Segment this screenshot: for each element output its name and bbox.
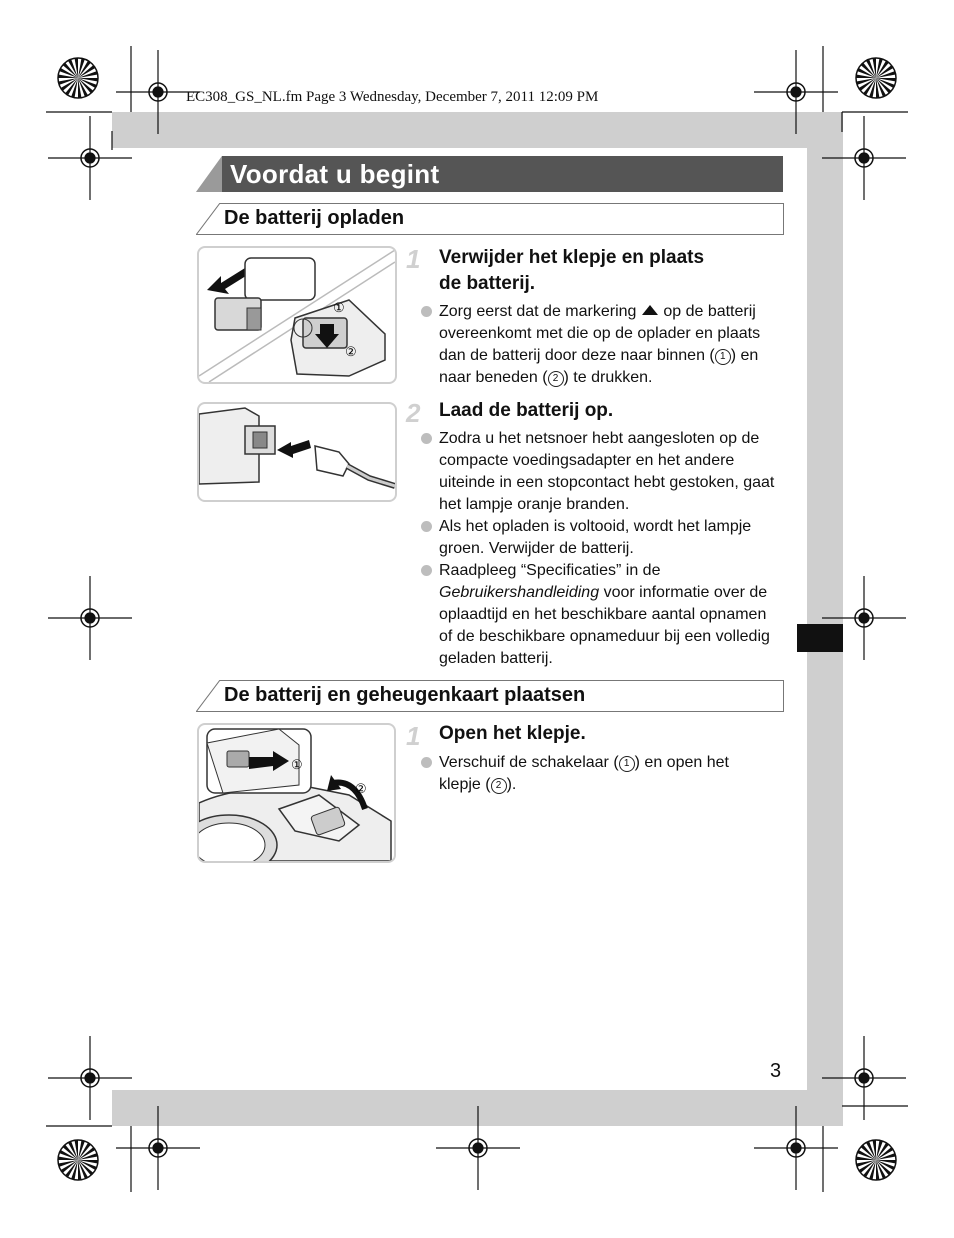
registration-mark-icon: [822, 576, 906, 660]
page-title: Voordat u begint: [230, 159, 440, 189]
list-item: [439, 516, 784, 560]
svg-text:①: ①: [333, 300, 345, 315]
bullet-icon: [421, 565, 432, 576]
bullet-text: ) en open het: [634, 754, 729, 771]
registration-mark-icon: [48, 116, 132, 200]
print-header: EC308_GS_NL.fm Page 3 Wednesday, December 7, 2011 12:09 PM: [186, 89, 599, 105]
registration-mark-icon: [48, 576, 132, 660]
bullet-text: dan de batterij door deze naar binnen (: [439, 347, 715, 364]
registration-mark-icon: [436, 1106, 520, 1190]
section-corner-icon: [196, 203, 220, 235]
step-number: 2: [406, 398, 421, 428]
circled-number: 2: [491, 778, 507, 794]
step-title: [439, 245, 779, 297]
bullet-list: [439, 428, 784, 670]
section-title: De batterij en geheugenkaart plaatsen: [224, 684, 586, 706]
bullet-text: ).: [506, 776, 517, 793]
list-item: [439, 428, 784, 516]
bullet-text: ) en: [730, 347, 759, 364]
bullet-text: Zodra u het netsnoer hebt aangesloten op de compacte voedingsadapter en het andere uiteinde in een stopcontact hebt gestoken, gaat het lampje oranje branden.: [439, 430, 775, 513]
section-corner-icon: [196, 680, 220, 712]
registration-mark-icon: [822, 116, 906, 200]
manual-title: Gebruikershandleiding: [439, 584, 600, 601]
bullet-text: klepje (: [439, 776, 491, 793]
page-title-bar: [196, 156, 783, 192]
title-corner-icon: [196, 156, 222, 192]
list-item: [439, 560, 784, 670]
svg-text:②: ②: [345, 344, 357, 359]
illustration-open-cover: [197, 723, 396, 863]
illustration-battery-insert: [197, 246, 397, 384]
bullet-text: overeenkomt met die op de oplader en plaats: [439, 325, 761, 342]
bullet-text: Als het opladen is voltooid, wordt het lampje groen. Verwijder de batterij.: [439, 518, 752, 557]
section-title: De batterij opladen: [224, 207, 405, 229]
bullet-icon: [421, 306, 432, 317]
step-title-line: de batterij.: [439, 273, 536, 294]
step-title-line: Verwijder het klepje en plaats: [439, 247, 705, 268]
page-number: 3: [770, 1060, 782, 1082]
step-number: 1: [406, 721, 421, 751]
step-title: Laad de batterij op.: [439, 400, 614, 421]
bullet-text: op de batterij: [663, 303, 756, 320]
bullet-text: Zorg eerst dat de markering: [439, 303, 637, 320]
registration-mark-icon: [48, 1036, 132, 1120]
step-title: Open het klepje.: [439, 723, 586, 744]
illustration-charger-cable: [197, 402, 397, 502]
bullet-list: [439, 752, 784, 796]
section-header-battery-card: [196, 680, 784, 712]
svg-text:①: ①: [291, 757, 303, 772]
bullet-text: Raadpleeg “Specificaties” in de: [439, 562, 661, 579]
circled-number: 1: [715, 349, 731, 365]
step-number: 1: [406, 244, 421, 274]
registration-mark-icon: [754, 50, 838, 134]
section-header-charging: [196, 203, 784, 235]
list-item: [439, 301, 784, 389]
bullet-list: [439, 301, 784, 389]
bullet-icon: [421, 433, 432, 444]
bullet-text: Verschuif de schakelaar (: [439, 754, 619, 771]
registration-mark-icon: [822, 1036, 906, 1120]
triangle-mark-icon: [641, 304, 659, 316]
bullet-icon: [421, 521, 432, 532]
star-target-icon: [58, 1140, 98, 1180]
list-item: [439, 752, 784, 796]
star-target-icon: [856, 1140, 896, 1180]
registration-mark-icon: [116, 1106, 200, 1190]
bullet-text: ) te drukken.: [563, 369, 653, 386]
bullet-icon: [421, 757, 432, 768]
circled-number: 2: [548, 371, 564, 387]
bullet-text: voor informatie over de oplaadtijd en het beschikbare aantal opnamen of de beschikbare opnameduur bij een volledig geladen batterij.: [439, 584, 770, 667]
star-target-icon: [58, 58, 98, 98]
svg-text:②: ②: [355, 781, 367, 796]
circled-number: 1: [619, 756, 635, 772]
registration-mark-icon: [754, 1106, 838, 1190]
star-target-icon: [856, 58, 896, 98]
bullet-text: naar beneden (: [439, 369, 548, 386]
